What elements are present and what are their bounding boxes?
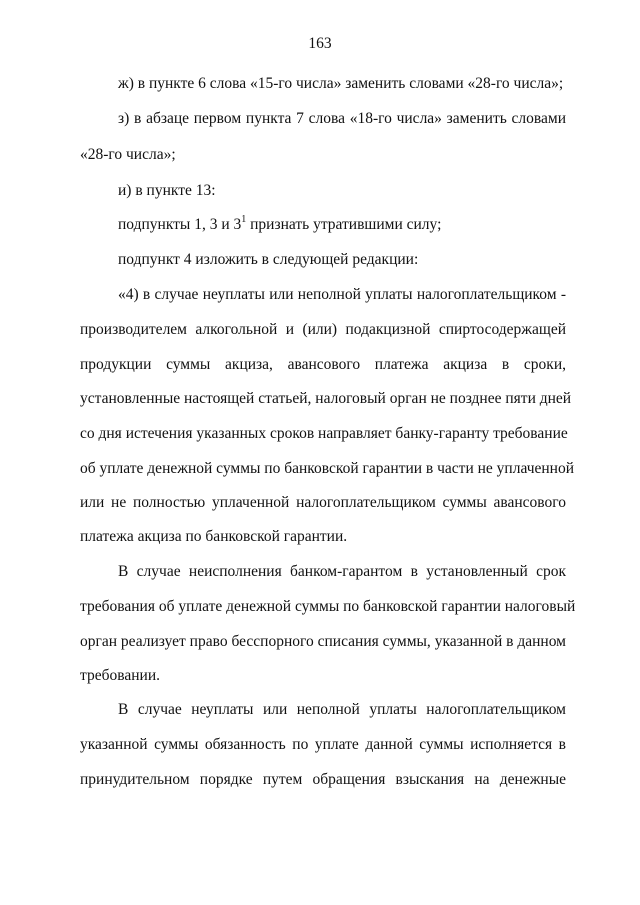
text-line-16: требования об уплате денежной суммы по банковской гарантии налоговый	[80, 598, 576, 615]
text-line-9: продукции суммы акциза, авансового платежа акциза в сроки,	[80, 356, 566, 373]
text-line-14: платежа акциза по банковской гарантии.	[80, 528, 348, 545]
text-line-15: В случае неисполнения банком-гарантом в установленный срок	[118, 563, 566, 580]
text-line-1: ж) в пункте 6 слова «15-го числа» заменить словами «28-го числа»;	[118, 75, 564, 92]
text-line-8: производителем алкогольной и (или) подакцизной спиртосодержащей	[80, 321, 566, 338]
text-line-21: принудительном порядке путем обращения взыскания на денежные	[80, 771, 566, 788]
text-line-5-part-2: признать утратившими силу;	[246, 216, 442, 233]
text-line-13: или не полностью уплаченной налогоплательщиком суммы авансового	[80, 494, 566, 511]
text-line-4: и) в пункте 13:	[118, 182, 216, 199]
text-line-3: «28-го числа»;	[80, 146, 176, 163]
text-line-20: указанной суммы обязанность по уплате данной суммы исполняется в	[80, 736, 566, 753]
text-line-11: со дня истечения указанных сроков направляет банку-гаранту требование	[80, 425, 568, 442]
text-line-10: установленные настоящей статьей, налоговый орган не позднее пяти дней	[80, 390, 572, 407]
text-line-6: подпункт 4 изложить в следующей редакции:	[118, 251, 419, 268]
text-line-19: В случае неуплаты или неполной уплаты налогоплательщиком	[118, 701, 566, 718]
text-line-17: орган реализует право бесспорного списания суммы, указанной в данном	[80, 633, 566, 650]
text-line-2: з) в абзаце первом пункта 7 слова «18-го числа» заменить словами	[118, 110, 566, 127]
text-line-18: требовании.	[80, 667, 160, 684]
text-line-7: «4) в случае неуплаты или неполной уплаты налогоплательщиком -	[118, 286, 566, 303]
page-number: 163	[308, 35, 332, 52]
text-line-5	[118, 214, 566, 236]
text-line-5-part-1: подпункты 1, 3 и 3	[118, 216, 242, 233]
text-line-12: об уплате денежной суммы по банковской гарантии в части не уплаченной	[80, 460, 575, 477]
superscript-1: 1	[241, 213, 247, 225]
